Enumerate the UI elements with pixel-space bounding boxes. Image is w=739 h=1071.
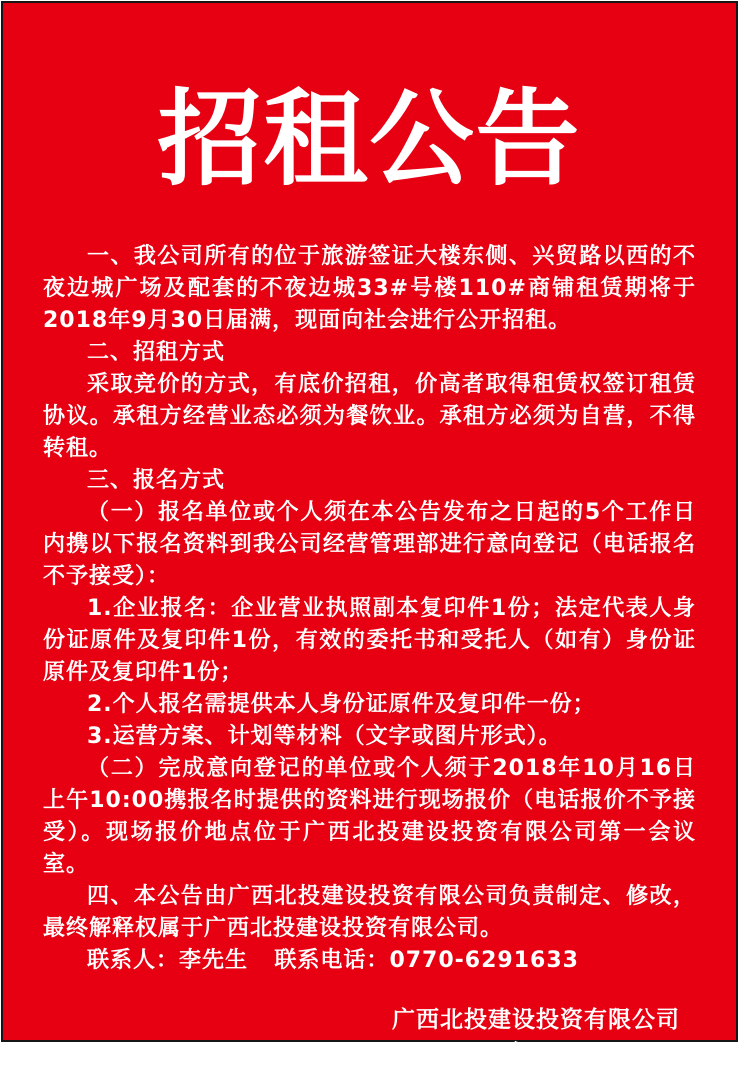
paragraph-bidding: （二）完成意向登记的单位或个人须于2018年10月16日上午10:00携报名时提供的资料进行现场报价（电话报价不予接受）。现场报价地点位于广西北投建设投资有限公司第一会议室。 — [43, 756, 696, 878]
contact-phone: 0770-6291633 — [389, 948, 579, 974]
paragraph-registration-item-2: 2.个人报名需提供本人身份证原件及复印件一份； — [87, 692, 596, 718]
notice-title: 招租公告 — [157, 77, 582, 200]
notice-body — [43, 241, 696, 977]
contact-person: 李先生 — [179, 948, 249, 974]
paragraph-registration-1: （一）报名单位或个人须在本公告发布之日起的5个工作日内携以下报名资料到我公司经营管理部进行意向登记（电话报名不予接受）： — [43, 500, 696, 590]
paragraph-interpretation-rights: 四、本公告由广西北投建设投资有限公司负责制定、修改，最终解释权属于广西北投建设投资有限公司。 — [43, 884, 696, 942]
contact-person-label: 联系人： — [87, 948, 180, 974]
paragraph-rental-method: 采取竞价的方式，有底价招租，价高者取得租赁权签订租赁协议。承租方经营业态必须为餐饮业。承租方必须为自营，不得转租。 — [43, 372, 696, 462]
signature-block — [3, 1003, 680, 1071]
contact-phone-label: 联系电话： — [274, 948, 390, 974]
paragraph-intro: 一、我公司所有的位于旅游签证大楼东侧、兴贸路以西的不夜边城广场及配套的不夜边城33#号楼110#商铺租赁期将于2018年9月30日届满，现面向社会进行公开招租。 — [43, 244, 696, 334]
contact-line — [43, 945, 696, 977]
signature-company: 广西北投建设投资有限公司 — [392, 1007, 680, 1034]
section-heading-rental-method: 二、招租方式 — [87, 340, 226, 366]
signature-date: 2018年9月30日 — [440, 1041, 632, 1068]
signature-inner — [392, 1003, 680, 1071]
paragraph-registration-item-1: 1.企业报名：企业营业执照副本复印件1份；法定代表人身份证原件及复印件1份，有效的委托书和受托人（如有）身份证原件及复印件1份； — [43, 596, 696, 686]
notice-page — [1, 1, 738, 1068]
section-heading-registration: 三、报名方式 — [87, 468, 226, 494]
paragraph-registration-item-3: 3.运营方案、计划等材料（文字或图片形式）。 — [87, 724, 562, 750]
